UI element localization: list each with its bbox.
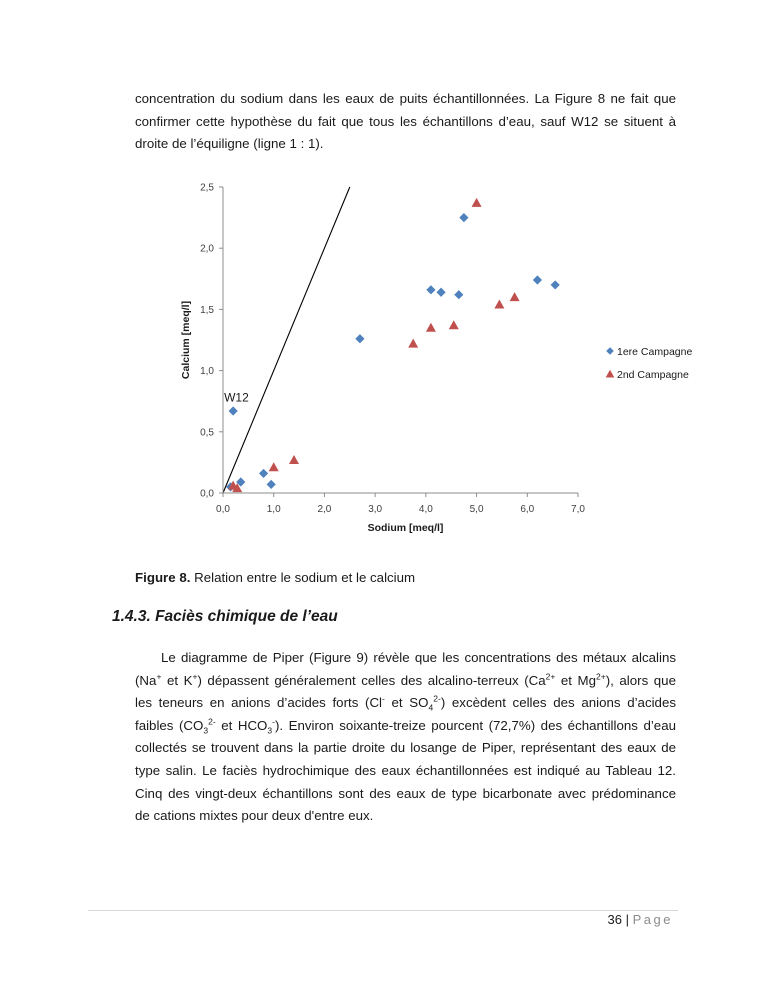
footer-divider bbox=[88, 910, 678, 911]
y-axis-title: Calcium [meq/l] bbox=[180, 300, 192, 380]
text-line: de cations mixtes pour deux d'entre eux. bbox=[135, 808, 374, 824]
text-line: faibles ($CO_3^{2-}$ et $HCO_3^-$). Environ soixante-treize pourcent (72,7%) des échantillons d’eau bbox=[135, 716, 676, 736]
page-label: Page bbox=[632, 912, 673, 927]
y-tick-label: 2,5 bbox=[200, 182, 214, 194]
data-point-diamond bbox=[454, 290, 463, 299]
y-tick-label: 0,0 bbox=[200, 488, 214, 500]
data-point-diamond bbox=[426, 285, 435, 294]
legend-label: 1ere Campagne bbox=[617, 346, 693, 358]
series-1 bbox=[226, 213, 560, 491]
body-paragraph bbox=[135, 647, 676, 828]
footer-separator: | bbox=[622, 912, 633, 927]
data-point-diamond bbox=[551, 280, 560, 289]
data-point-triangle bbox=[472, 198, 482, 207]
x-tick-label: 7,0 bbox=[571, 504, 585, 515]
x-tick-label: 0,0 bbox=[216, 504, 230, 515]
data-point-diamond bbox=[267, 480, 276, 489]
y-tick-label: 0,5 bbox=[200, 427, 214, 439]
page-number: 36 bbox=[607, 912, 623, 927]
x-tick-label: 3,0 bbox=[368, 504, 383, 515]
figure-caption bbox=[135, 570, 415, 585]
figure-caption-text: Relation entre le sodium et le calcium bbox=[190, 570, 416, 585]
data-point-triangle bbox=[510, 292, 520, 301]
y-tick-label: 1,5 bbox=[200, 304, 214, 316]
x-tick-label: 1,0 bbox=[266, 504, 281, 515]
text-line: (Na+ et K+) dépassent généralement celles des alcalino-terreux ($Ca^{2+}$ et $Mg^{2+}$), alors que bbox=[135, 671, 676, 688]
y-tick-label: 2,0 bbox=[200, 243, 214, 255]
equiline-layer bbox=[223, 187, 350, 493]
page-footer bbox=[608, 912, 673, 927]
data-point-triangle bbox=[408, 339, 418, 348]
section-heading: 1.4.3. Faciès chimique de l’eau bbox=[112, 608, 338, 625]
text-line: Le diagramme de Piper (Figure 9) révèle que les concentrations des métaux alcalins bbox=[161, 650, 676, 665]
text-line: les teneurs en anions d’acides forts (Cl- et $SO_4^{2-}$) excèdent celles des anions d’acides bbox=[135, 693, 676, 713]
data-point-diamond bbox=[259, 469, 268, 478]
points-layer bbox=[224, 198, 560, 492]
data-point-triangle bbox=[426, 323, 436, 332]
x-tick-label: 2,0 bbox=[317, 504, 332, 515]
data-point-diamond bbox=[355, 334, 364, 343]
x-tick-label: 5,0 bbox=[469, 504, 484, 515]
data-point-diamond bbox=[459, 213, 468, 222]
data-point-diamond bbox=[229, 406, 238, 415]
x-tick-label: 6,0 bbox=[520, 504, 535, 515]
text-line: type salin. Le faciès hydrochimique des eaux échantillonnées est indiqué au Tableau 12. bbox=[135, 762, 676, 778]
data-point-triangle bbox=[449, 320, 459, 329]
data-point-diamond bbox=[436, 288, 445, 297]
sodium-calcium-scatter-chart bbox=[170, 170, 730, 550]
legend-marker bbox=[606, 370, 615, 378]
series-2 bbox=[228, 198, 519, 492]
text-line: droite de l’équiligne (ligne 1 : 1). bbox=[135, 136, 324, 152]
text-line: confirmer cette hypothèse du fait que tous les échantillons d’eau, sauf W12 se situent à bbox=[135, 113, 676, 129]
intro-paragraph bbox=[135, 88, 676, 156]
data-point-triangle bbox=[269, 462, 279, 471]
x-tick-label: 4,0 bbox=[418, 504, 433, 515]
data-point-triangle bbox=[289, 455, 299, 464]
equiline-1-1 bbox=[223, 187, 350, 493]
figure-label: Figure 8. bbox=[135, 570, 191, 585]
data-point-diamond bbox=[533, 275, 542, 284]
annotation-label: W12 bbox=[224, 390, 249, 405]
text-line: Cinq des vingt-deux échantillons sont des eaux de type bicarbonate avec prédominance bbox=[135, 785, 676, 801]
y-tick-label: 1,0 bbox=[200, 366, 214, 378]
x-axis-title: Sodium [meq/l] bbox=[367, 522, 444, 534]
legend-marker bbox=[606, 347, 614, 355]
legend-label: 2nd Campagne bbox=[617, 369, 689, 381]
text-line: concentration du sodium dans les eaux de puits échantillonnées. La Figure 8 ne fait que bbox=[135, 91, 676, 106]
data-point-triangle bbox=[494, 300, 504, 309]
text-line: collectés se trouvent dans la partie droite du losange de Piper, représentant des eaux de bbox=[135, 740, 676, 756]
legend bbox=[606, 346, 693, 381]
